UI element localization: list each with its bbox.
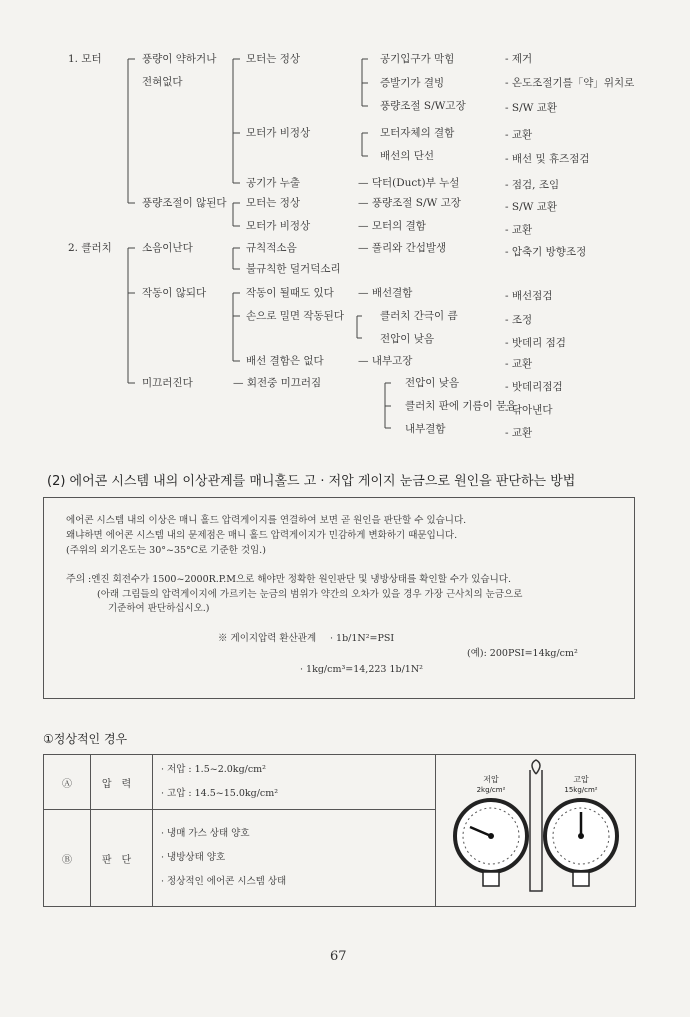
- tree-node: 모터가 비정상: [246, 127, 311, 139]
- section-title: (2) 에어콘 시스템 내의 이상관계를 매니홀드 고 · 저압 게이지 눈금으로 원인을 판단하는 방법: [47, 474, 576, 489]
- tree-node: 모터는 정상: [246, 197, 301, 209]
- tree-cause: 클러치 간극이 큼: [380, 310, 458, 322]
- low-pressure-gauge: [455, 800, 527, 886]
- tree-node: 모터는 정상: [246, 53, 301, 65]
- high-gauge-label: 고압: [573, 774, 589, 784]
- tree-node: 작동이 될때도 있다: [246, 287, 334, 299]
- tree-remedy: - 점검, 조임: [505, 179, 560, 191]
- hook-icon: [532, 760, 540, 774]
- normal-case-title: ①정상적인 경우: [43, 732, 128, 746]
- judgement-values: [153, 810, 436, 907]
- tree-motor-label: 1. 모터: [68, 53, 102, 65]
- tree-cause: 증발기가 결빙: [380, 77, 445, 89]
- pressure-values: [153, 755, 436, 810]
- tree-remedy: - 닦아낸다: [505, 404, 553, 416]
- tree-cause: — 모터의 결함: [358, 220, 426, 232]
- tree-remedy: - 제거: [505, 53, 533, 65]
- normal-case-table: [43, 754, 636, 907]
- tree-node: 규칙적소음: [246, 242, 297, 254]
- tree-cause: 내부결함: [405, 423, 446, 435]
- row-label: Ⓑ: [44, 810, 91, 907]
- tree-cause: 풍량조절 S/W고장: [380, 100, 466, 112]
- gauge-cell: [436, 755, 636, 907]
- tree-remedy: - 온도조절기를「약」위치로: [505, 77, 635, 89]
- judgement-line: · 정상적인 에어콘 시스템 상태: [161, 876, 287, 887]
- tree-remedy: - 교환: [505, 358, 533, 370]
- caution-text: 기준하여 판단하십시오.): [108, 603, 210, 614]
- tree-node: 배선 결함은 없다: [246, 355, 324, 367]
- row-heading: 판단: [91, 810, 153, 907]
- tree-remedy: - 압축기 방향조정: [505, 246, 587, 258]
- tree-remedy: - 교환: [505, 129, 533, 141]
- judgement-line: · 냉방상태 양호: [161, 852, 226, 863]
- tree-remedy: - S/W 교환: [505, 201, 558, 213]
- tree-cause: 전압이 낮음: [380, 333, 435, 345]
- tree-cause: — 풍량조절 S/W 고장: [358, 197, 461, 209]
- row-heading: 압력: [91, 755, 153, 810]
- pressure-line: · 고압 : 14.5~15.0kg/cm²: [161, 788, 279, 799]
- note-paragraph: 에어콘 시스템 내의 이상은 매니 홀드 압력게이지를 연결하여 보면 곧 원인을 판단할 수 있습니다.: [66, 515, 467, 526]
- pressure-line: · 저압 : 1.5~2.0kg/cm²: [161, 764, 266, 775]
- tree-node: 불규칙한 덜거덕소리: [246, 263, 341, 275]
- tree-cause: 공기입구가 막힘: [380, 53, 455, 65]
- tree-cause: — 배선결함: [358, 287, 413, 299]
- tree-node: 전혀없다: [142, 76, 183, 88]
- tree-remedy: - 배선점검: [505, 290, 553, 302]
- row-label: Ⓐ: [44, 755, 91, 810]
- gauge-stand: [530, 770, 542, 891]
- tree-remedy: - S/W 교환: [505, 102, 558, 114]
- caution-text: (아래 그림들의 압력게이지에 가르키는 눈금의 범위가 약간의 오차가 있을 경우 가장 근사치의 눈금으로: [97, 589, 523, 600]
- page-number: 67: [330, 949, 347, 964]
- note-paragraph: 왜냐하면 에어콘 시스템 내의 문제점은 매니 홀드 압력게이지가 민감하게 변화하기 때문입니다.: [66, 530, 458, 541]
- tree-cause: — 내부고장: [358, 355, 413, 367]
- tree-cause: 배선의 단선: [380, 150, 435, 162]
- tree-cause: — 풀리와 간섭발생: [358, 242, 447, 254]
- tree-node: 공기가 누출: [246, 177, 301, 189]
- note-paragraph: (주위의 외기온도는 30°~35°C로 기준한 것임.): [66, 545, 266, 556]
- tree-node: 소음이난다: [142, 242, 193, 254]
- tree-cause: — 닥터(Duct)부 누설: [358, 177, 460, 189]
- diagnosis-tree-lines: [0, 0, 690, 470]
- low-gauge-label: 저압: [483, 774, 499, 784]
- tree-remedy: - 배선 및 휴즈점검: [505, 153, 590, 165]
- caution-text: :엔진 회전수가 1500~2000R.P.M으로 해야만 정확한 원인판단 및 냉방상태를 확인할 수가 있습니다.: [88, 574, 511, 585]
- tree-remedy: - 밧데리 점검: [505, 337, 566, 349]
- high-gauge-value: 15kg/cm²: [564, 785, 598, 794]
- judgement-line: · 냉매 가스 상태 양호: [161, 828, 250, 839]
- tree-node: 미끄러진다: [142, 377, 193, 389]
- tree-node: — 회전중 미끄러짐: [233, 377, 322, 389]
- tree-remedy: - 교환: [505, 427, 533, 439]
- tree-cause: 모터자체의 결함: [380, 127, 455, 139]
- tree-node: 풍량조절이 않된다: [142, 197, 227, 209]
- conversion-formula: · 1kg/cm³=14,223 1b/1N²: [300, 664, 423, 675]
- tree-node: 풍량이 약하거나: [142, 53, 217, 65]
- conversion-label: ※ 게이지압력 환산관계: [218, 633, 317, 644]
- tree-node: 손으로 밀면 작동된다: [246, 310, 344, 322]
- tree-remedy: - 조정: [505, 314, 533, 326]
- manifold-gauge-illustration: [436, 756, 636, 906]
- tree-node: 작동이 않되다: [142, 287, 207, 299]
- tree-clutch-label: 2. 클러치: [68, 242, 112, 254]
- conversion-formula: · 1b/1N²=PSI: [330, 633, 395, 644]
- conversion-example: (예): 200PSI=14kg/cm²: [467, 648, 578, 659]
- tree-remedy: - 밧데리점검: [505, 381, 563, 393]
- tree-cause: 전압이 낮음: [405, 377, 460, 389]
- tree-node: 모터가 비정상: [246, 220, 311, 232]
- tree-cause: 클러치 판에 기름이 묻음: [405, 400, 517, 412]
- low-gauge-value: 2kg/cm²: [476, 785, 506, 794]
- high-pressure-gauge: [545, 800, 617, 886]
- tree-remedy: - 교환: [505, 224, 533, 236]
- caution-label: 주의: [66, 574, 86, 585]
